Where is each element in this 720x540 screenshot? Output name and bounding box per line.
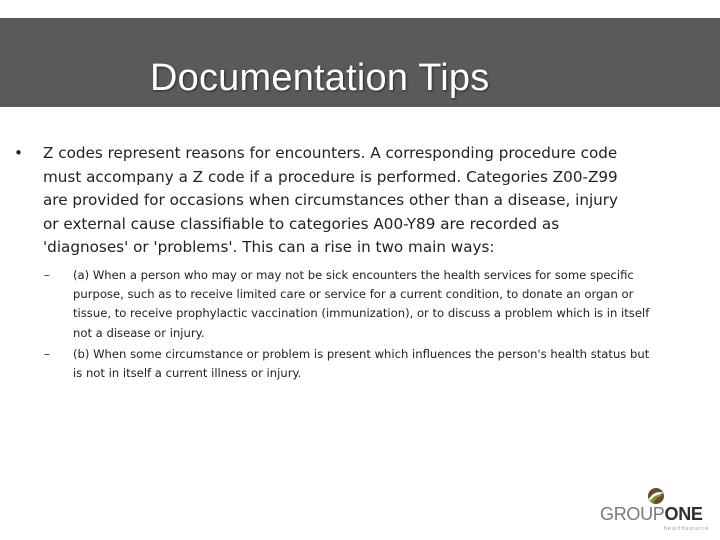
- slide-title: Documentation Tips: [150, 57, 490, 99]
- swoosh-emblem-icon: [646, 486, 666, 506]
- sub-bullet-list: [44, 266, 684, 383]
- bullet-item: [14, 142, 684, 260]
- sub-bullet-item-a: [44, 266, 684, 343]
- bullet-marker: •: [14, 144, 23, 162]
- logo-word-group: GROUP: [600, 504, 665, 524]
- group-one-logo: [600, 486, 716, 534]
- title-bar: [0, 18, 720, 107]
- sub-bullet-item-b: [44, 345, 684, 383]
- logo-word-one: ONE: [664, 504, 703, 524]
- bullet-text: Z codes represent reasons for encounters. A corresponding procedure code must accompany a Z code if a procedure is performed. Categories Z00-Z99 are provided for occasions when circumstances other than a disease, injury or external cause classifiable to categories A00-Y89 are recorded as 'diagnoses' or 'problems'. This can a rise in two main ways:: [43, 144, 619, 257]
- sub-bullet-marker: –: [44, 346, 50, 361]
- logo-tagline: healthsource: [664, 526, 710, 532]
- sub-bullet-text: (a) When a person who may or may not be sick encounters the health services for some specific purpose, such as to receive limited care or service for a current condition, to donate an organ or tissue, to receive prophylactic vaccination (immunization), or to discuss a problem which is in itself not a disease or injury.: [73, 267, 650, 340]
- sub-bullet-text: (b) When some circumstance or problem is present which influences the person's health status but is not in itself a current illness or injury.: [73, 346, 650, 380]
- slide-content: [14, 142, 684, 385]
- logo-wordmark: [600, 504, 703, 524]
- sub-bullet-marker: –: [44, 267, 50, 282]
